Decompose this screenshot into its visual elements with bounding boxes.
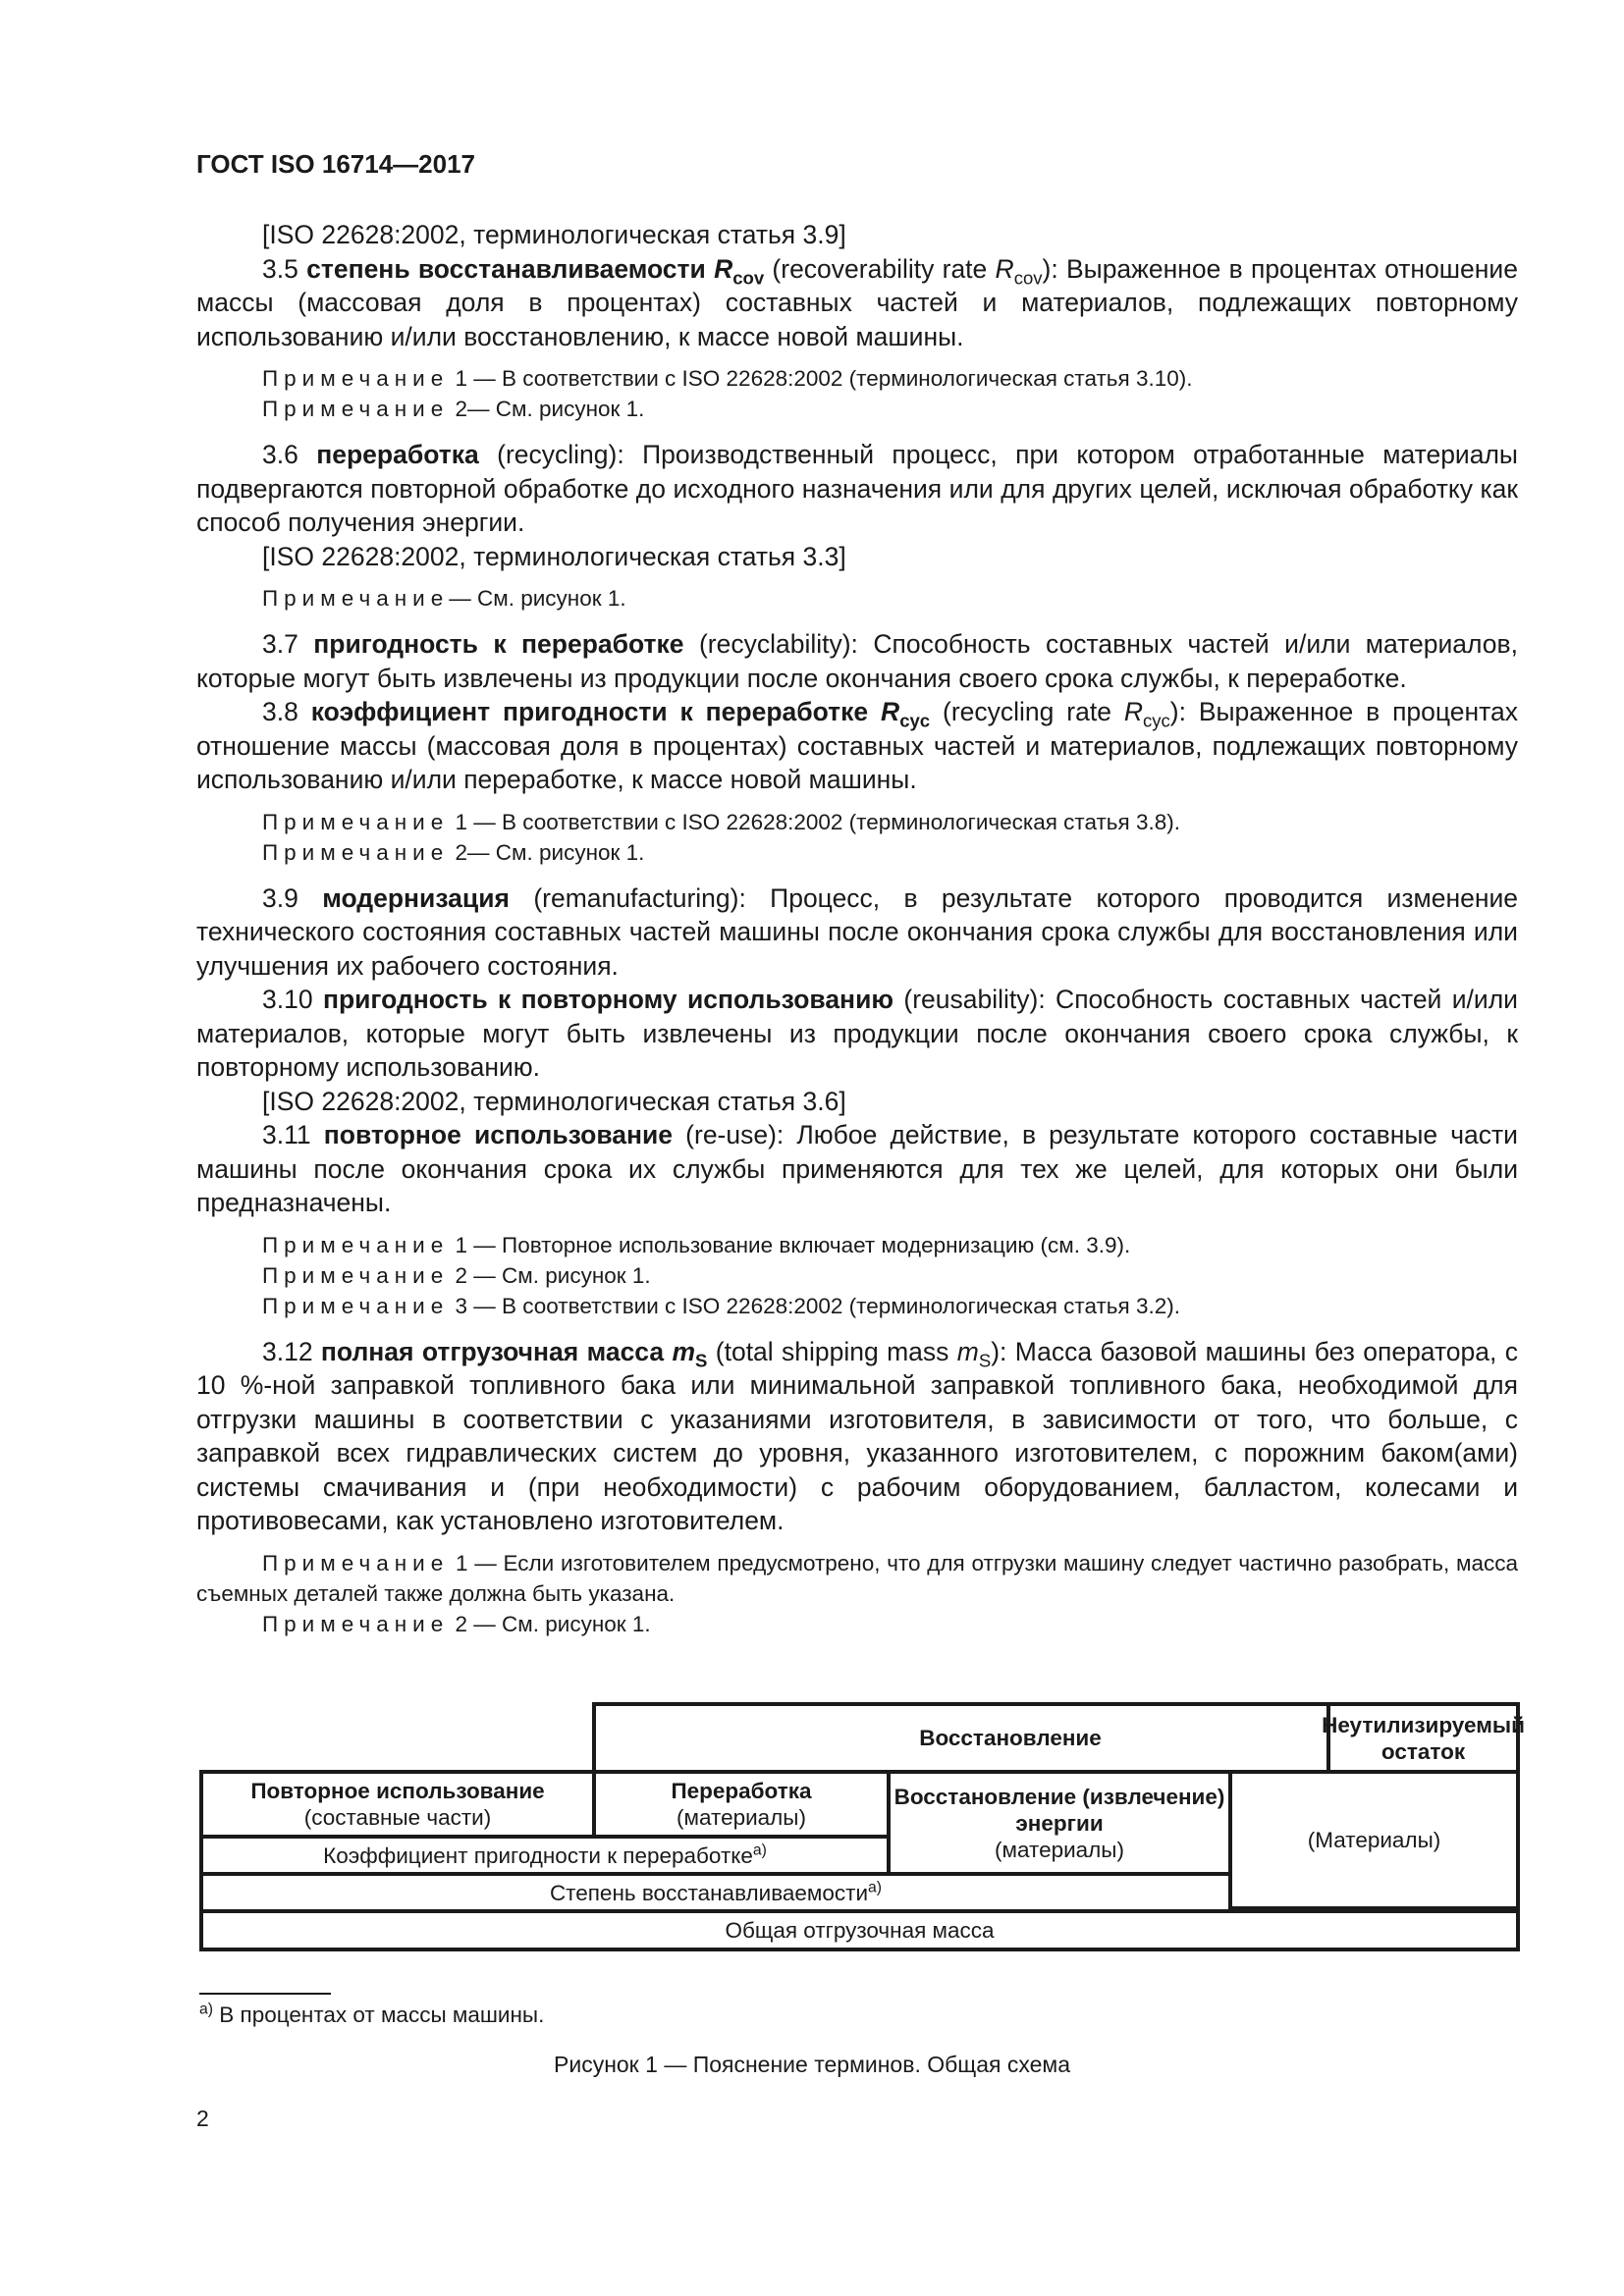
ref-3-3: [ISO 22628:2002, терминологическая статья 3.3] — [262, 541, 846, 571]
footnote-divider — [199, 1993, 331, 1995]
term-3-7: 3.7 пригодность к переработке (recyclability): Способность составных частей и/или материалов, которые могут быть извлечены из продукции после окончания своего срока службы, к переработке. — [196, 629, 1518, 693]
notes-3-8: Примечание 1 — В соответствии с ISO 22628:2002 (терминологическая статья 3.8). Примечание 2— См. рисунок 1. — [262, 809, 1180, 865]
figure-1-diagram — [199, 1702, 1525, 1965]
page-number: 2 — [196, 2106, 209, 2131]
term-title: переработка — [316, 440, 479, 469]
term-3-11: 3.11 повторное использование (re-use): Любое действие, в результате которого составные части машины после окончания срока их службы применяются для тех же целей, для которых они были предназначены. — [196, 1120, 1518, 1217]
term-title: повторное использование — [323, 1120, 674, 1149]
term-title: пригодность к повторному использованию — [322, 985, 893, 1014]
figure-caption: Рисунок 1 — Пояснение терминов. Общая схема — [554, 2052, 1070, 2077]
notes-3-11: Примечание 1 — Повторное использование включает модернизацию (см. 3.9). Примечание 2 — См. рисунок 1. Примечание 3 — В соответствии с ISO 22628:2002 (терминологическая статья 3.2). — [262, 1232, 1180, 1318]
notes-3-5: Примечание 1 — В соответствии с ISO 22628:2002 (терминологическая статья 3.10). Примечание 2— См. рисунок 1. — [262, 366, 1193, 421]
notes-3-12: Примечание 1 — Если изготовителем предусмотрено, что для отгрузки машину следует частично разобрать, масса съемных деталей также должна быть указана. Примечание 2 — См. рисунок 1. — [196, 1550, 1518, 1636]
recovery-box: Восстановление — [592, 1702, 1429, 1774]
term-title: пригодность к переработке — [313, 629, 684, 659]
reuse-box: Повторное использование (составные части) — [199, 1770, 596, 1839]
term-title: полная отгрузочная масса — [320, 1336, 665, 1366]
document-header: ГОСТ ISO 16714—2017 — [196, 149, 476, 179]
term-3-6: 3.6 переработка (recycling): Производственный процесс, при котором отработанные материалы подвергаются повторной обработке до исходного назначения или для других целей, исключая обработку как способ получения энергии. — [196, 440, 1518, 537]
energy-recovery-box: Восстановление (извлечение) энергии (материалы) — [887, 1770, 1232, 1876]
term-3-12: 3.12 полная отгрузочная масса $m_S$ (total shipping mass $m_S$): Масса базовой машины без оператора, с 10 %-ной заправкой топливного бака или минимальной заправкой топливного бака, необходимой для отгрузки машины в соответствии с указаниями изготовителя, в зависимости от того, что больше, с заправкой всех гидравлических систем до уровня, указанного изготовителем, с порожним баком(ами) системы смачивания и (при необходимости) с рабочим оборудованием, балластом, колесами и противовесами, как установлено изготовителем. — [196, 1336, 1518, 1535]
document-body — [196, 218, 1518, 1653]
recoverability-rate-bar: Степень восстанавливаемости$^{а)}$ — [199, 1872, 1232, 1913]
term-title: модернизация — [322, 882, 510, 913]
recycling-rate-bar: Коэффициент пригодности к переработке$^{а)}$ — [199, 1835, 891, 1876]
notes-3-6: Примечание— См. рисунок 1. — [262, 586, 626, 611]
residue-box: Неутилизируемый остаток — [1326, 1702, 1520, 1774]
ref-3-6: [ISO 22628:2002, терминологическая статья 3.6] — [262, 1086, 846, 1116]
term-3-10: 3.10 пригодность к повторному использованию (reusability): Способность составных частей и/или материалов, которые могут быть извлечены из продукции после окончания своего срока службы, к повторному использованию. — [196, 985, 1518, 1082]
term-3-8: 3.8 коэффициент пригодности к переработке $R_{cyc}$ (recycling rate $R_{cyc}$): Выраженное в процентах отношение массы (массовая доля в процентах) составных частей и материалов, подлежащих повторному использованию и/или переработке, к массе новой машины. — [196, 697, 1518, 794]
total-mass-bar: Общая отгрузочная масса — [199, 1909, 1520, 1951]
ref-3-9: [ISO 22628:2002, терминологическая статья 3.9] — [262, 220, 846, 249]
term-title: степень восстанавливаемости — [306, 253, 706, 284]
footnote: $^{а)}$ В процентах от массы машины. — [199, 2001, 545, 2027]
materials-residue-box: (Материалы) — [1228, 1770, 1520, 1910]
recycling-box: Переработка (материалы) — [592, 1770, 891, 1839]
term-3-9: 3.9 модернизация (remanufacturing): Процесс, в результате которого проводится изменение технического состояния составных частей машины после окончания срока службы для восстановления или улучшения их рабочего состояния. — [196, 882, 1518, 981]
term-3-5: 3.5 степень восстанавливаемости $R_{cov}$ (recoverability rate $R_{cov}$): Выраженное в процентах отношение массы (массовая доля в процентах) составных частей и материалов, подлежащих повторному использованию и/или восстановлению, к массе новой машины. — [196, 253, 1518, 351]
term-title: коэффициент пригодности к переработке — [310, 697, 869, 726]
